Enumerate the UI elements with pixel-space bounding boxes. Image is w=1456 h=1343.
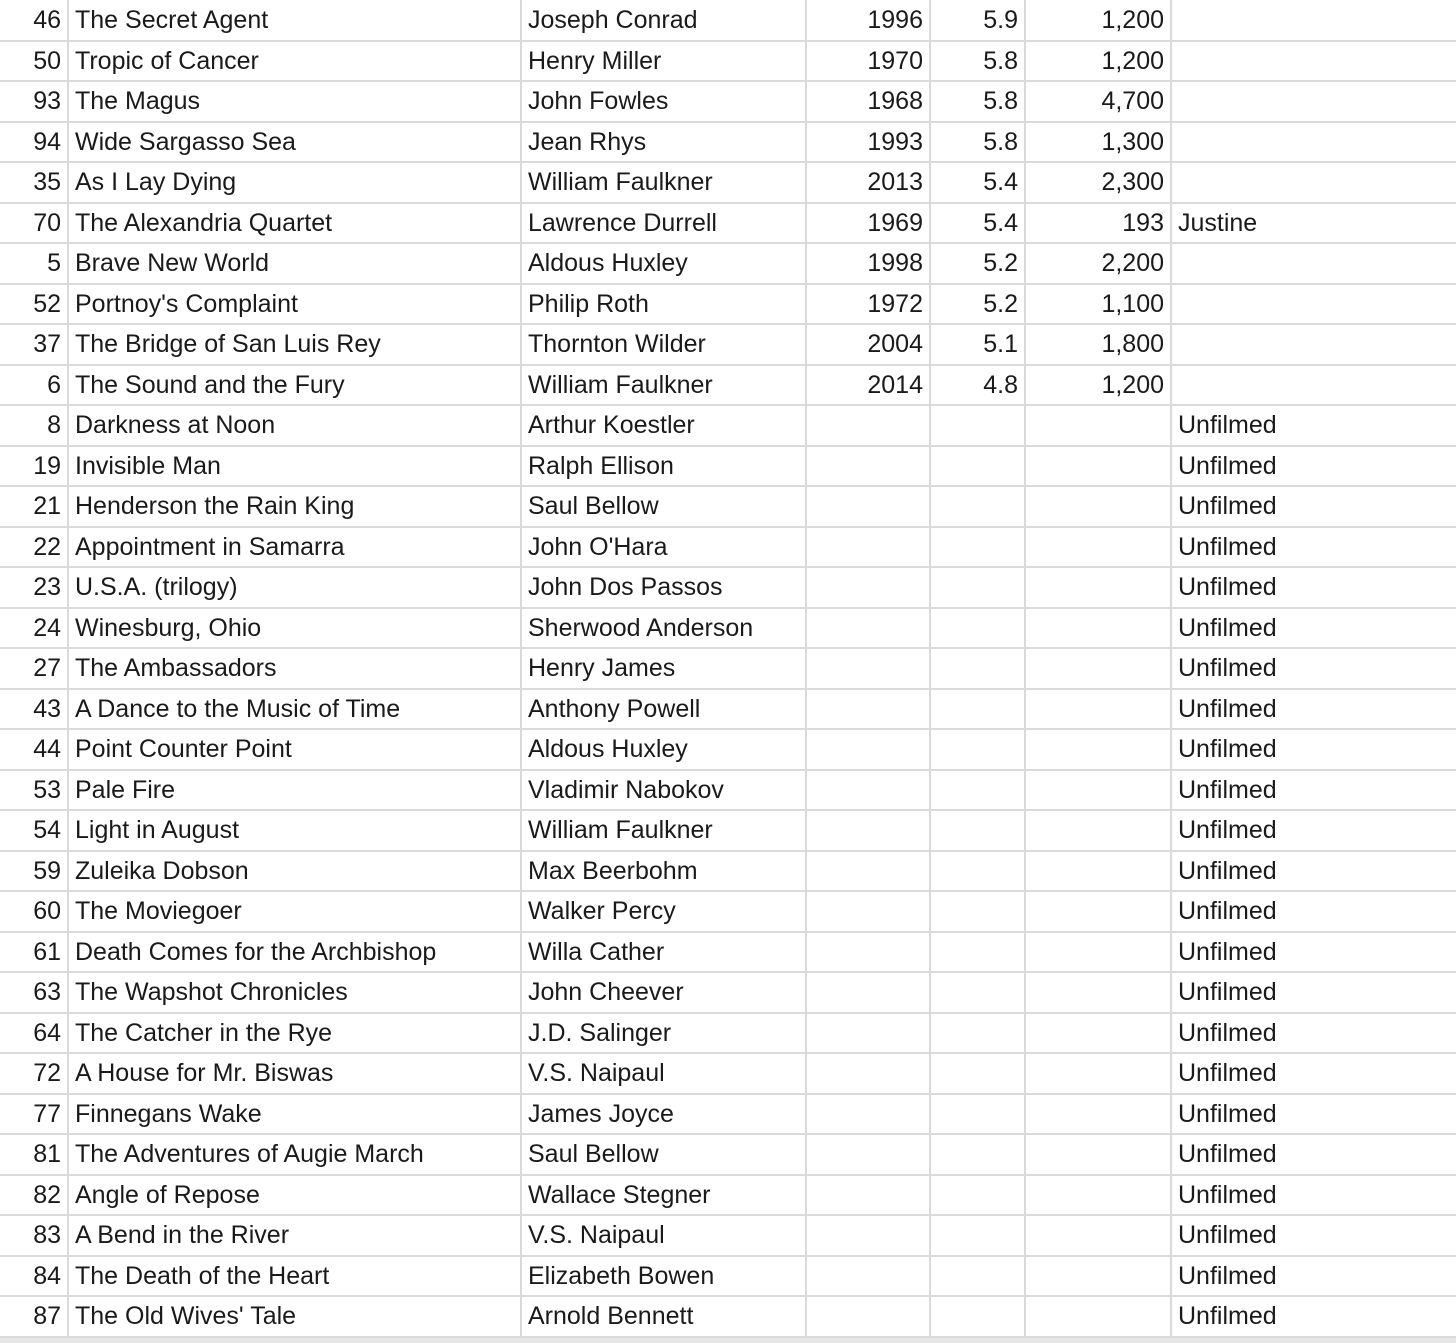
- rating-cell[interactable]: [930, 1296, 1025, 1337]
- rank-cell[interactable]: 6: [0, 365, 68, 406]
- rank-cell[interactable]: 87: [0, 1296, 68, 1337]
- rating-cell[interactable]: [930, 446, 1025, 487]
- year-cell[interactable]: [806, 608, 930, 649]
- rating-cell[interactable]: [930, 1175, 1025, 1216]
- rating-cell[interactable]: [930, 486, 1025, 527]
- rating-cell[interactable]: [930, 608, 1025, 649]
- note-cell[interactable]: Unfilmed: [1171, 1013, 1456, 1054]
- rank-cell[interactable]: 84: [0, 1256, 68, 1297]
- author-cell[interactable]: John O'Hara: [521, 527, 806, 568]
- table-row: [0, 1134, 1456, 1175]
- rating-cell[interactable]: [930, 567, 1025, 608]
- note-cell[interactable]: Unfilmed: [1171, 1134, 1456, 1175]
- author-cell[interactable]: Thornton Wilder: [521, 324, 806, 365]
- note-cell[interactable]: Unfilmed: [1171, 486, 1456, 527]
- note-cell[interactable]: Unfilmed: [1171, 932, 1456, 973]
- author-cell[interactable]: Henry Miller: [521, 41, 806, 82]
- rating-cell[interactable]: [930, 405, 1025, 446]
- rank-cell[interactable]: 83: [0, 1215, 68, 1256]
- votes-cell[interactable]: 2,200: [1025, 243, 1171, 284]
- votes-cell[interactable]: 1,200: [1025, 41, 1171, 82]
- table-row: [0, 162, 1456, 203]
- title-cell[interactable]: Pale Fire: [68, 770, 521, 811]
- author-cell[interactable]: James Joyce: [521, 1094, 806, 1135]
- votes-cell[interactable]: [1025, 1175, 1171, 1216]
- title-cell[interactable]: The Moviegoer: [68, 891, 521, 932]
- author-cell[interactable]: Saul Bellow: [521, 486, 806, 527]
- votes-cell[interactable]: [1025, 1094, 1171, 1135]
- year-cell[interactable]: [806, 648, 930, 689]
- table-row: [0, 810, 1456, 851]
- title-cell[interactable]: Wide Sargasso Sea: [68, 122, 521, 163]
- author-cell[interactable]: V.S. Naipaul: [521, 1215, 806, 1256]
- year-cell[interactable]: 2013: [806, 162, 930, 203]
- note-cell[interactable]: Unfilmed: [1171, 405, 1456, 446]
- author-cell[interactable]: J.D. Salinger: [521, 1013, 806, 1054]
- title-cell[interactable]: The Alexandria Quartet: [68, 203, 521, 244]
- year-cell[interactable]: [806, 810, 930, 851]
- rating-cell[interactable]: 5.2: [930, 243, 1025, 284]
- rating-cell[interactable]: 5.4: [930, 162, 1025, 203]
- title-cell[interactable]: As I Lay Dying: [68, 162, 521, 203]
- rank-cell[interactable]: 70: [0, 203, 68, 244]
- rating-cell[interactable]: 4.8: [930, 365, 1025, 406]
- rank-cell[interactable]: 21: [0, 486, 68, 527]
- author-cell[interactable]: Philip Roth: [521, 284, 806, 325]
- note-cell[interactable]: Unfilmed: [1171, 608, 1456, 649]
- note-cell[interactable]: [1171, 41, 1456, 82]
- year-cell[interactable]: 1998: [806, 243, 930, 284]
- title-cell[interactable]: Death Comes for the Archbishop: [68, 932, 521, 973]
- note-cell[interactable]: Unfilmed: [1171, 1094, 1456, 1135]
- rank-cell[interactable]: 35: [0, 162, 68, 203]
- rating-cell[interactable]: [930, 527, 1025, 568]
- title-cell[interactable]: The Bridge of San Luis Rey: [68, 324, 521, 365]
- author-cell[interactable]: Ralph Ellison: [521, 446, 806, 487]
- votes-cell[interactable]: [1025, 1256, 1171, 1297]
- title-cell[interactable]: Invisible Man: [68, 446, 521, 487]
- title-cell[interactable]: U.S.A. (trilogy): [68, 567, 521, 608]
- year-cell[interactable]: [806, 689, 930, 730]
- rating-cell[interactable]: [930, 729, 1025, 770]
- author-cell[interactable]: Sherwood Anderson: [521, 608, 806, 649]
- year-cell[interactable]: [806, 891, 930, 932]
- table-row: [0, 365, 1456, 406]
- year-cell[interactable]: [806, 1175, 930, 1216]
- rating-cell[interactable]: [930, 1215, 1025, 1256]
- year-cell[interactable]: [806, 405, 930, 446]
- year-cell[interactable]: 1993: [806, 122, 930, 163]
- note-cell[interactable]: Unfilmed: [1171, 648, 1456, 689]
- author-cell[interactable]: V.S. Naipaul: [521, 1053, 806, 1094]
- votes-cell[interactable]: 1,200: [1025, 365, 1171, 406]
- year-cell[interactable]: [806, 527, 930, 568]
- title-cell[interactable]: The Adventures of Augie March: [68, 1134, 521, 1175]
- note-cell[interactable]: [1171, 365, 1456, 406]
- rank-cell[interactable]: 53: [0, 770, 68, 811]
- table-row: [0, 1175, 1456, 1216]
- author-cell[interactable]: William Faulkner: [521, 810, 806, 851]
- votes-cell[interactable]: [1025, 932, 1171, 973]
- rating-cell[interactable]: [930, 770, 1025, 811]
- rating-cell[interactable]: 5.9: [930, 0, 1025, 41]
- year-cell[interactable]: 1969: [806, 203, 930, 244]
- note-cell[interactable]: Unfilmed: [1171, 1175, 1456, 1216]
- note-cell[interactable]: Unfilmed: [1171, 972, 1456, 1013]
- note-cell[interactable]: Justine: [1171, 203, 1456, 244]
- rating-cell[interactable]: [930, 1013, 1025, 1054]
- author-cell[interactable]: Aldous Huxley: [521, 729, 806, 770]
- author-cell[interactable]: Max Beerbohm: [521, 851, 806, 892]
- title-cell[interactable]: A House for Mr. Biswas: [68, 1053, 521, 1094]
- votes-cell[interactable]: 1,100: [1025, 284, 1171, 325]
- rating-cell[interactable]: [930, 1094, 1025, 1135]
- author-cell[interactable]: Aldous Huxley: [521, 243, 806, 284]
- author-cell[interactable]: Henry James: [521, 648, 806, 689]
- votes-cell[interactable]: [1025, 770, 1171, 811]
- votes-cell[interactable]: [1025, 446, 1171, 487]
- year-cell[interactable]: [806, 1296, 930, 1337]
- table-row: [0, 1094, 1456, 1135]
- year-cell[interactable]: [806, 972, 930, 1013]
- rating-cell[interactable]: 5.8: [930, 81, 1025, 122]
- author-cell[interactable]: Vladimir Nabokov: [521, 770, 806, 811]
- rating-cell[interactable]: [930, 891, 1025, 932]
- votes-cell[interactable]: [1025, 1013, 1171, 1054]
- note-cell[interactable]: Unfilmed: [1171, 689, 1456, 730]
- rank-cell[interactable]: 46: [0, 0, 68, 41]
- rank-cell[interactable]: 60: [0, 891, 68, 932]
- bottom-border: [0, 1338, 1456, 1343]
- votes-cell[interactable]: [1025, 405, 1171, 446]
- rating-cell[interactable]: 5.4: [930, 203, 1025, 244]
- author-cell[interactable]: Saul Bellow: [521, 1134, 806, 1175]
- table-row: [0, 0, 1456, 41]
- votes-cell[interactable]: [1025, 608, 1171, 649]
- note-cell[interactable]: [1171, 162, 1456, 203]
- table-row: [0, 405, 1456, 446]
- rating-cell[interactable]: [930, 1053, 1025, 1094]
- votes-cell[interactable]: [1025, 648, 1171, 689]
- title-cell[interactable]: Brave New World: [68, 243, 521, 284]
- note-cell[interactable]: Unfilmed: [1171, 810, 1456, 851]
- title-cell[interactable]: A Dance to the Music of Time: [68, 689, 521, 730]
- rank-cell[interactable]: 44: [0, 729, 68, 770]
- title-cell[interactable]: Finnegans Wake: [68, 1094, 521, 1135]
- rank-cell[interactable]: 43: [0, 689, 68, 730]
- note-cell[interactable]: [1171, 324, 1456, 365]
- title-cell[interactable]: Winesburg, Ohio: [68, 608, 521, 649]
- rank-cell[interactable]: 81: [0, 1134, 68, 1175]
- note-cell[interactable]: Unfilmed: [1171, 729, 1456, 770]
- title-cell[interactable]: Henderson the Rain King: [68, 486, 521, 527]
- rating-cell[interactable]: [930, 689, 1025, 730]
- note-cell[interactable]: [1171, 284, 1456, 325]
- table-row: [0, 324, 1456, 365]
- rank-cell[interactable]: 94: [0, 122, 68, 163]
- rating-cell[interactable]: [930, 1256, 1025, 1297]
- author-cell[interactable]: Anthony Powell: [521, 689, 806, 730]
- title-cell[interactable]: The Sound and the Fury: [68, 365, 521, 406]
- year-cell[interactable]: 1972: [806, 284, 930, 325]
- year-cell[interactable]: [806, 446, 930, 487]
- votes-cell[interactable]: [1025, 972, 1171, 1013]
- note-cell[interactable]: Unfilmed: [1171, 1215, 1456, 1256]
- rank-cell[interactable]: 64: [0, 1013, 68, 1054]
- votes-cell[interactable]: [1025, 486, 1171, 527]
- year-cell[interactable]: [806, 1094, 930, 1135]
- year-cell[interactable]: [806, 1256, 930, 1297]
- table-row: [0, 567, 1456, 608]
- rating-cell[interactable]: [930, 1134, 1025, 1175]
- table-row: [0, 1013, 1456, 1054]
- votes-cell[interactable]: [1025, 1215, 1171, 1256]
- table-row: [0, 203, 1456, 244]
- votes-cell[interactable]: [1025, 1134, 1171, 1175]
- rank-cell[interactable]: 93: [0, 81, 68, 122]
- author-cell[interactable]: John Cheever: [521, 972, 806, 1013]
- votes-cell[interactable]: 1,800: [1025, 324, 1171, 365]
- votes-cell[interactable]: [1025, 689, 1171, 730]
- title-cell[interactable]: Light in August: [68, 810, 521, 851]
- table-row: [0, 648, 1456, 689]
- title-cell[interactable]: Angle of Repose: [68, 1175, 521, 1216]
- author-cell[interactable]: William Faulkner: [521, 162, 806, 203]
- votes-cell[interactable]: [1025, 527, 1171, 568]
- author-cell[interactable]: Jean Rhys: [521, 122, 806, 163]
- table-row: [0, 891, 1456, 932]
- year-cell[interactable]: [806, 1013, 930, 1054]
- table-row: [0, 284, 1456, 325]
- table-row: [0, 608, 1456, 649]
- author-cell[interactable]: William Faulkner: [521, 365, 806, 406]
- title-cell[interactable]: The Ambassadors: [68, 648, 521, 689]
- table-row: [0, 851, 1456, 892]
- table-row: [0, 81, 1456, 122]
- note-cell[interactable]: [1171, 243, 1456, 284]
- year-cell[interactable]: 1996: [806, 0, 930, 41]
- year-cell[interactable]: [806, 1134, 930, 1175]
- title-cell[interactable]: Point Counter Point: [68, 729, 521, 770]
- votes-cell[interactable]: [1025, 1053, 1171, 1094]
- year-cell[interactable]: [806, 486, 930, 527]
- votes-cell[interactable]: [1025, 729, 1171, 770]
- note-cell[interactable]: Unfilmed: [1171, 1256, 1456, 1297]
- note-cell[interactable]: Unfilmed: [1171, 770, 1456, 811]
- title-cell[interactable]: The Catcher in the Rye: [68, 1013, 521, 1054]
- author-cell[interactable]: Joseph Conrad: [521, 0, 806, 41]
- rank-cell[interactable]: 37: [0, 324, 68, 365]
- votes-cell[interactable]: [1025, 891, 1171, 932]
- author-cell[interactable]: John Dos Passos: [521, 567, 806, 608]
- author-cell[interactable]: Elizabeth Bowen: [521, 1256, 806, 1297]
- table-row: [0, 1296, 1456, 1337]
- year-cell[interactable]: 1970: [806, 41, 930, 82]
- rank-cell[interactable]: 27: [0, 648, 68, 689]
- year-cell[interactable]: 2014: [806, 365, 930, 406]
- author-cell[interactable]: John Fowles: [521, 81, 806, 122]
- rating-cell[interactable]: 5.8: [930, 41, 1025, 82]
- votes-cell[interactable]: [1025, 567, 1171, 608]
- note-cell[interactable]: [1171, 122, 1456, 163]
- rank-cell[interactable]: 54: [0, 810, 68, 851]
- title-cell[interactable]: The Old Wives' Tale: [68, 1296, 521, 1337]
- table-row: [0, 729, 1456, 770]
- rank-cell[interactable]: 8: [0, 405, 68, 446]
- table-row: [0, 972, 1456, 1013]
- note-cell[interactable]: Unfilmed: [1171, 1296, 1456, 1337]
- rating-cell[interactable]: 5.2: [930, 284, 1025, 325]
- note-cell[interactable]: Unfilmed: [1171, 891, 1456, 932]
- table-row: [0, 446, 1456, 487]
- note-cell[interactable]: [1171, 81, 1456, 122]
- table-row: [0, 486, 1456, 527]
- table-row: [0, 1215, 1456, 1256]
- title-cell[interactable]: The Death of the Heart: [68, 1256, 521, 1297]
- year-cell[interactable]: [806, 1053, 930, 1094]
- table-row: [0, 527, 1456, 568]
- rank-cell[interactable]: 77: [0, 1094, 68, 1135]
- rating-cell[interactable]: [930, 648, 1025, 689]
- title-cell[interactable]: Zuleika Dobson: [68, 851, 521, 892]
- votes-cell[interactable]: 2,300: [1025, 162, 1171, 203]
- author-cell[interactable]: Arnold Bennett: [521, 1296, 806, 1337]
- rank-cell[interactable]: 52: [0, 284, 68, 325]
- table-row: [0, 41, 1456, 82]
- title-cell[interactable]: Portnoy's Complaint: [68, 284, 521, 325]
- rank-cell[interactable]: 5: [0, 243, 68, 284]
- rank-cell[interactable]: 22: [0, 527, 68, 568]
- author-cell[interactable]: Lawrence Durrell: [521, 203, 806, 244]
- rating-cell[interactable]: [930, 851, 1025, 892]
- title-cell[interactable]: Darkness at Noon: [68, 405, 521, 446]
- votes-cell[interactable]: 1,200: [1025, 0, 1171, 41]
- year-cell[interactable]: 1968: [806, 81, 930, 122]
- title-cell[interactable]: A Bend in the River: [68, 1215, 521, 1256]
- rating-cell[interactable]: [930, 810, 1025, 851]
- votes-cell[interactable]: [1025, 1296, 1171, 1337]
- rank-cell[interactable]: 61: [0, 932, 68, 973]
- rank-cell[interactable]: 23: [0, 567, 68, 608]
- author-cell[interactable]: Wallace Stegner: [521, 1175, 806, 1216]
- year-cell[interactable]: [806, 932, 930, 973]
- table-row: [0, 932, 1456, 973]
- rank-cell[interactable]: 59: [0, 851, 68, 892]
- rank-cell[interactable]: 72: [0, 1053, 68, 1094]
- note-cell[interactable]: Unfilmed: [1171, 527, 1456, 568]
- rank-cell[interactable]: 19: [0, 446, 68, 487]
- table-row: [0, 689, 1456, 730]
- note-cell[interactable]: Unfilmed: [1171, 851, 1456, 892]
- votes-cell[interactable]: 4,700: [1025, 81, 1171, 122]
- rating-cell[interactable]: 5.1: [930, 324, 1025, 365]
- rank-cell[interactable]: 50: [0, 41, 68, 82]
- year-cell[interactable]: [806, 851, 930, 892]
- table-row: [0, 770, 1456, 811]
- title-cell[interactable]: The Wapshot Chronicles: [68, 972, 521, 1013]
- rating-cell[interactable]: [930, 972, 1025, 1013]
- rating-cell[interactable]: 5.8: [930, 122, 1025, 163]
- note-cell[interactable]: Unfilmed: [1171, 446, 1456, 487]
- votes-cell[interactable]: [1025, 851, 1171, 892]
- note-cell[interactable]: [1171, 0, 1456, 41]
- author-cell[interactable]: Arthur Koestler: [521, 405, 806, 446]
- note-cell[interactable]: Unfilmed: [1171, 1053, 1456, 1094]
- votes-cell[interactable]: 193: [1025, 203, 1171, 244]
- rank-cell[interactable]: 63: [0, 972, 68, 1013]
- rank-cell[interactable]: 24: [0, 608, 68, 649]
- title-cell[interactable]: The Secret Agent: [68, 0, 521, 41]
- author-cell[interactable]: Willa Cather: [521, 932, 806, 973]
- table-row: [0, 243, 1456, 284]
- year-cell[interactable]: [806, 567, 930, 608]
- title-cell[interactable]: The Magus: [68, 81, 521, 122]
- year-cell[interactable]: [806, 1215, 930, 1256]
- year-cell[interactable]: 2004: [806, 324, 930, 365]
- year-cell[interactable]: [806, 770, 930, 811]
- table-row: [0, 1256, 1456, 1297]
- table-row: [0, 122, 1456, 163]
- title-cell[interactable]: Appointment in Samarra: [68, 527, 521, 568]
- title-cell[interactable]: Tropic of Cancer: [68, 41, 521, 82]
- votes-cell[interactable]: [1025, 810, 1171, 851]
- rank-cell[interactable]: 82: [0, 1175, 68, 1216]
- year-cell[interactable]: [806, 729, 930, 770]
- table-row: [0, 1053, 1456, 1094]
- votes-cell[interactable]: 1,300: [1025, 122, 1171, 163]
- author-cell[interactable]: Walker Percy: [521, 891, 806, 932]
- note-cell[interactable]: Unfilmed: [1171, 567, 1456, 608]
- rating-cell[interactable]: [930, 932, 1025, 973]
